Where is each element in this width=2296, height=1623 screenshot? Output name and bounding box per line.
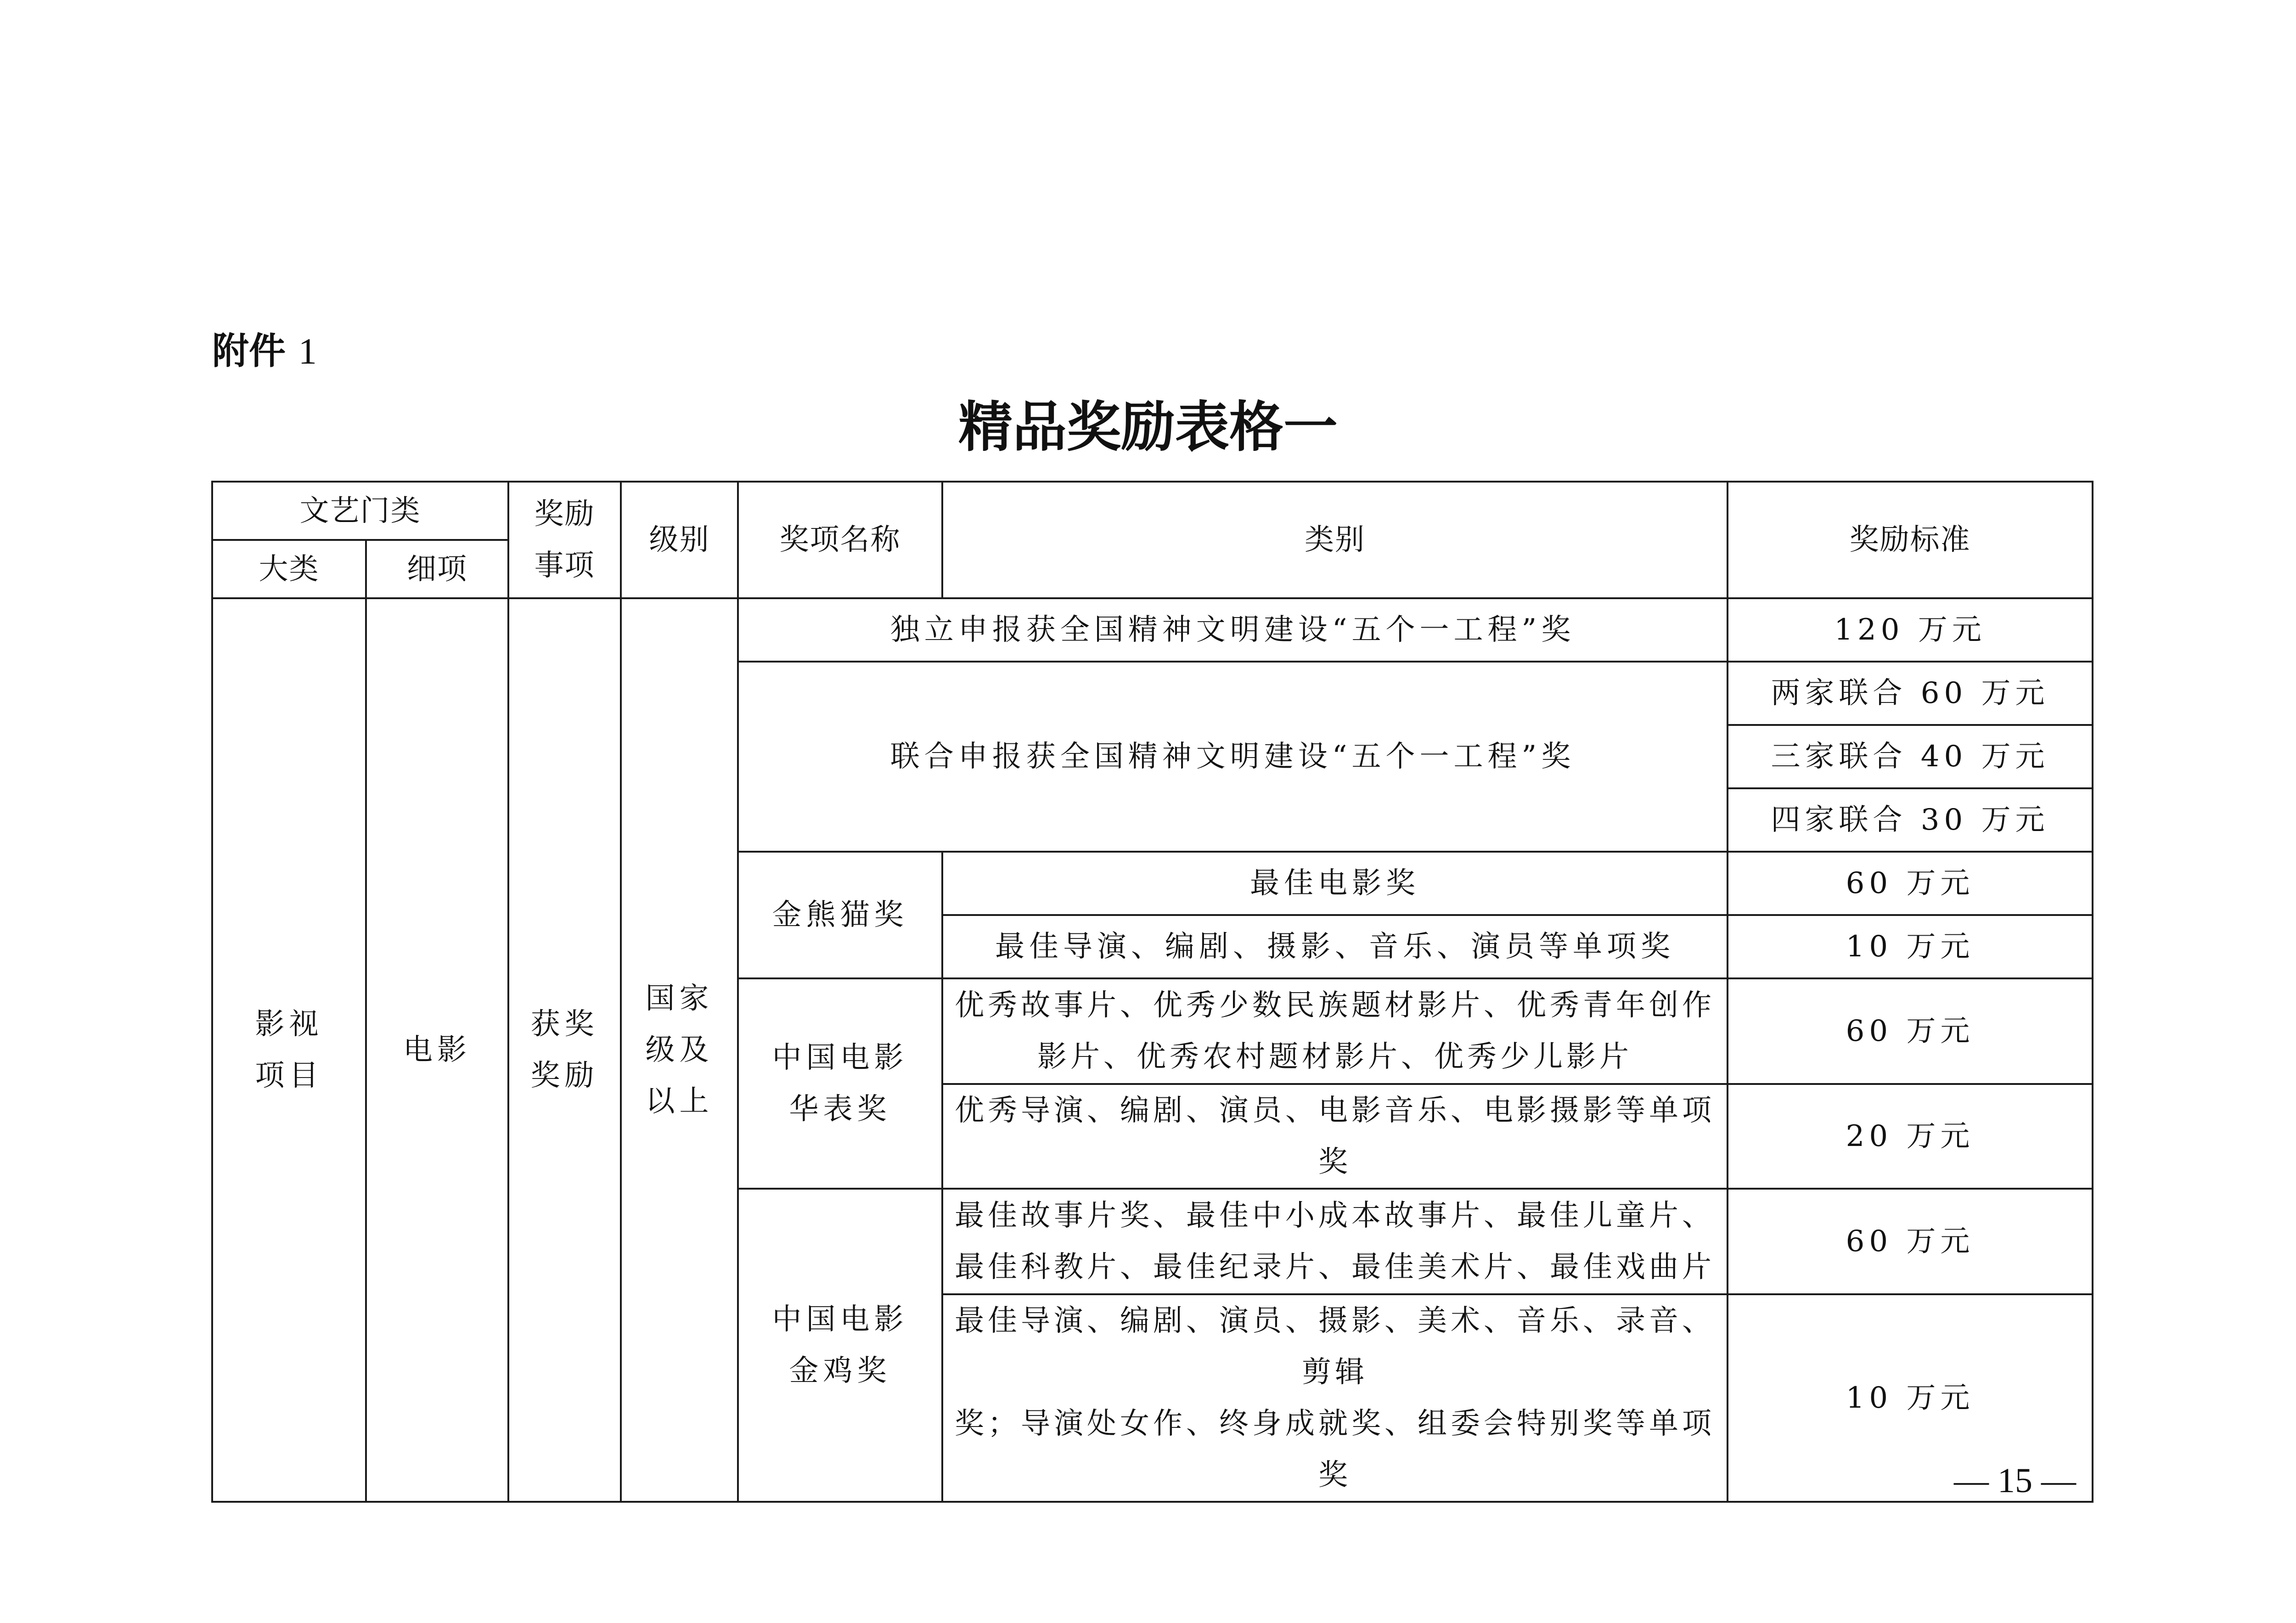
major-category-line2: 项目 [255,1059,323,1093]
jinji-type-1-line1: 最佳故事片奖、最佳中小成本故事片、最佳儿童片、 [955,1199,1715,1233]
header-category-group: 文艺门类 [212,482,508,540]
cell-reward-item [508,598,621,1502]
table-row [212,598,2093,662]
header-standard: 奖励标准 [1728,482,2093,598]
cell-level [621,598,738,1502]
cell-major-category [212,598,366,1502]
jinji-type-2-line1: 最佳导演、编剧、演员、摄影、美术、音乐、录音、剪辑 [955,1304,1715,1389]
header-award-name: 奖项名称 [738,482,942,598]
huabiao-name-line2: 华表奖 [789,1092,891,1126]
header-reward-item-line2: 事项 [534,549,595,583]
major-category-line1: 影视 [255,1007,323,1041]
award-table [211,481,2093,1503]
cell-wuge-single: 独立申报获全国精神文明建设“五个一工程”奖 [738,598,1728,662]
cell-panda-amount-1: 60 万元 [1728,852,2093,915]
header-type: 类别 [942,482,1728,598]
cell-wuge-joint-amount-2: 两家联合 60 万元 [1728,662,2093,725]
attachment-number: 1 [298,331,317,372]
cell-jinji-amount-2: 10 万元 [1728,1294,2093,1502]
cell-jinji-type-1 [942,1189,1728,1294]
reward-item-line2: 奖励 [530,1059,599,1093]
page-number: — 15 — [1954,1461,2076,1500]
huabiao-type-1-line2: 影片、优秀农村题材影片、优秀少儿影片 [1037,1040,1632,1074]
level-line3: 以上 [645,1084,714,1118]
cell-wuge-joint-amount-3: 三家联合 40 万元 [1728,725,2093,788]
cell-jinji-name [738,1189,942,1502]
attachment-label [212,328,317,375]
cell-jinji-amount-1: 60 万元 [1728,1189,2093,1294]
cell-panda-type-2: 最佳导演、编剧、摄影、音乐、演员等单项奖 [942,915,1728,978]
header-major-category: 大类 [212,540,366,598]
cell-sub-item: 电影 [366,598,508,1502]
cell-huabiao-name [738,978,942,1189]
huabiao-name-line1: 中国电影 [772,1041,908,1075]
huabiao-type-1-line1: 优秀故事片、优秀少数民族题材影片、优秀青年创作 [955,988,1715,1022]
cell-huabiao-type-2 [942,1084,1728,1189]
huabiao-type-2-line1: 优秀导演、编剧、演员、电影音乐、电影摄影等单项奖 [955,1094,1715,1179]
header-row-1 [212,482,2093,540]
reward-item-line1: 获奖 [530,1007,599,1041]
header-sub-item: 细项 [366,540,508,598]
cell-huabiao-type-1 [942,978,1728,1084]
cell-panda-type-1: 最佳电影奖 [942,852,1728,915]
jinji-type-1-line2: 最佳科教片、最佳纪录片、最佳美术片、最佳戏曲片 [955,1250,1715,1284]
cell-wuge-joint-amount-4: 四家联合 30 万元 [1728,788,2093,852]
cell-jinji-type-2 [942,1294,1728,1502]
level-line1: 国家 [645,982,714,1016]
cell-wuge-joint: 联合申报获全国精神文明建设“五个一工程”奖 [738,662,1728,852]
attachment-word: 附件 [212,330,286,372]
cell-panda-amount-2: 10 万元 [1728,915,2093,978]
jinji-name-line2: 金鸡奖 [789,1354,891,1388]
cell-huabiao-amount-2: 20 万元 [1728,1084,2093,1189]
cell-huabiao-amount-1: 60 万元 [1728,978,2093,1084]
level-line2: 级及 [645,1033,714,1067]
header-level: 级别 [621,482,738,598]
document-title: 精品奖励表格一 [958,395,1338,459]
header-reward-item [508,482,621,598]
header-reward-item-line1: 奖励 [534,497,595,531]
cell-wuge-single-amount: 120 万元 [1728,598,2093,662]
jinji-name-line1: 中国电影 [772,1303,908,1337]
jinji-type-2-line2: 奖；导演处女作、终身成就奖、组委会特别奖等单项奖 [955,1407,1715,1492]
cell-panda-name: 金熊猫奖 [738,852,942,978]
